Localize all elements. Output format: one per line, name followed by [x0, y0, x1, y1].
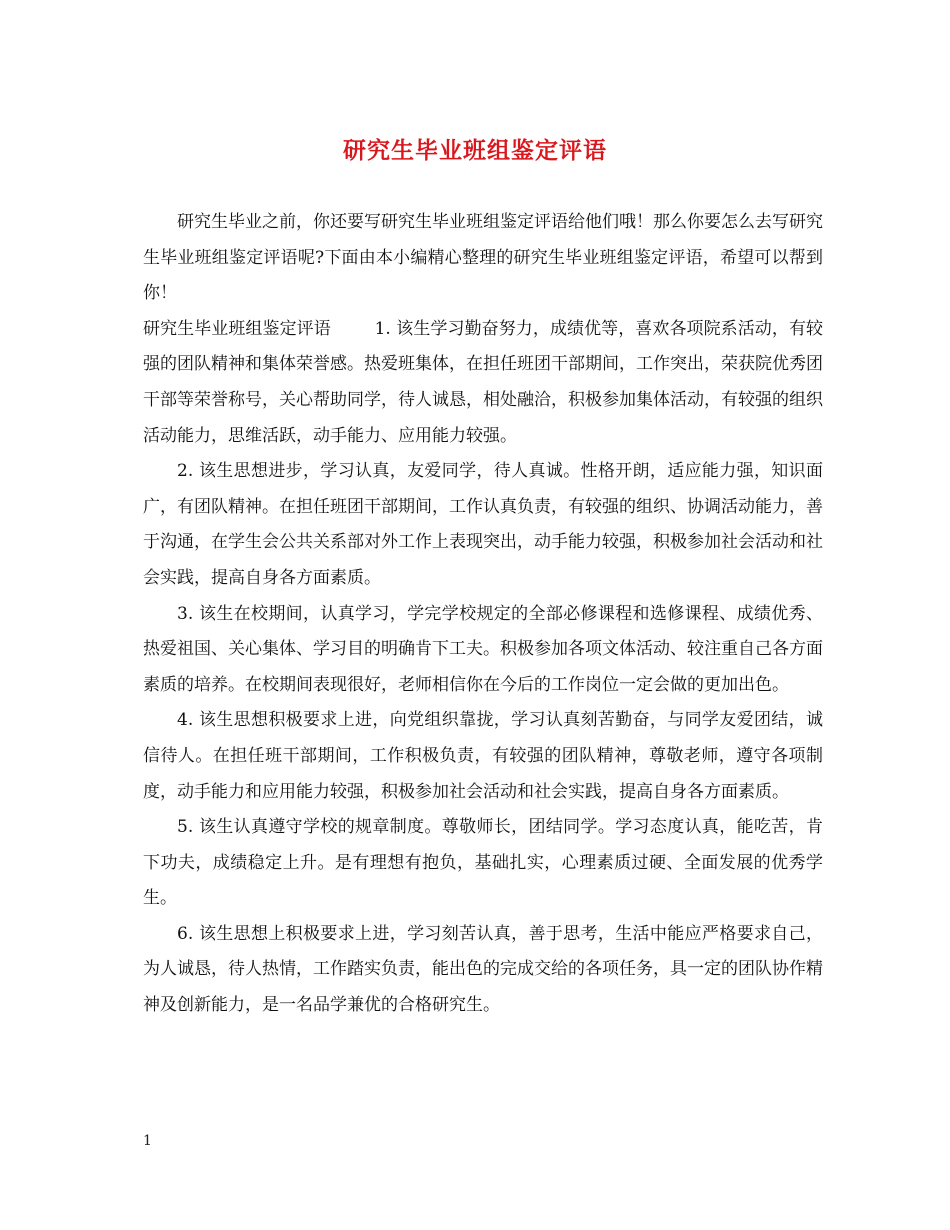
item-paragraph-2: 2. 该生思想进步，学习认真，友爱同学，待人真诚。性格开朗，适应能力强，知识面广，有团队精神。在担任班团干部期间，工作认真负责，有较强的组织、协调活动能力，善于沟通，在学生会公共关系部对外工作上表现突出，动手能力较强，积极参加社会活动和社会实践，提高自身各方面素质。 [143, 461, 823, 588]
document-body [143, 205, 823, 1024]
item-paragraph-3: 3. 该生在校期间，认真学习，学完学校规定的全部必修课程和选修课程、成绩优秀、热爱祖国、关心集体、学习目的明确肯下工夫。积极参加各项文体活动、较注重自己各方面素质的培养。在校期间表现很好，老师相信你在今后的工作岗位一定会做的更加出色。 [143, 603, 823, 695]
item-paragraph-5: 5. 该生认真遵守学校的规章制度。尊敬师长，团结同学。学习态度认真，能吃苦，肯下功夫，成绩稳定上升。是有理想有抱负，基础扎实，心理素质过硬、全面发展的优秀学生。 [143, 817, 823, 909]
section-heading: 研究生毕业班组鉴定评语 [143, 318, 331, 339]
page-number: 1 [143, 1133, 152, 1149]
item-paragraph-6: 6. 该生思想上积极要求上进，学习刻苦认真，善于思考，生活中能应严格要求自己，为人诚恳，待人热情，工作踏实负责，能出色的完成交给的各项任务，具一定的团队协作精神及创新能力，是一名品学兼优的合格研究生。 [143, 923, 823, 1016]
heading-gap [331, 319, 375, 339]
item-paragraph-4: 4. 该生思想积极要求上进，向党组织靠拢，学习认真刻苦勤奋，与同学友爱团结，诚信待人。在担任班干部期间，工作积极负责，有较强的团队精神，尊敬老师，遵守各项制度，动手能力和应用能力较强，积极参加社会活动和社会实践，提高自身各方面素质。 [143, 710, 823, 802]
intro-paragraph: 研究生毕业之前，你还要写研究生毕业班组鉴定评语给他们哦！那么你要怎么去写研究生毕业班组鉴定评语呢?下面由本小编精心整理的研究生毕业班组鉴定评语，希望可以帮到你！ [143, 212, 823, 304]
document-title: 研究生毕业班组鉴定评语 [343, 137, 607, 164]
item-text-1: 1. 该生学习勤奋努力，成绩优等，喜欢各项院系活动，有较强的团队精神和集体荣誉感。热爱班集体，在担任班团干部期间，工作突出，荣获院优秀团干部等荣誉称号，关心帮助同学，待人诚恳，相处融洽，积极参加集体活动，有较强的组织活动能力，思维活跃，动手能力、应用能力较强。 [143, 318, 824, 446]
item-paragraph-1 [143, 312, 823, 454]
